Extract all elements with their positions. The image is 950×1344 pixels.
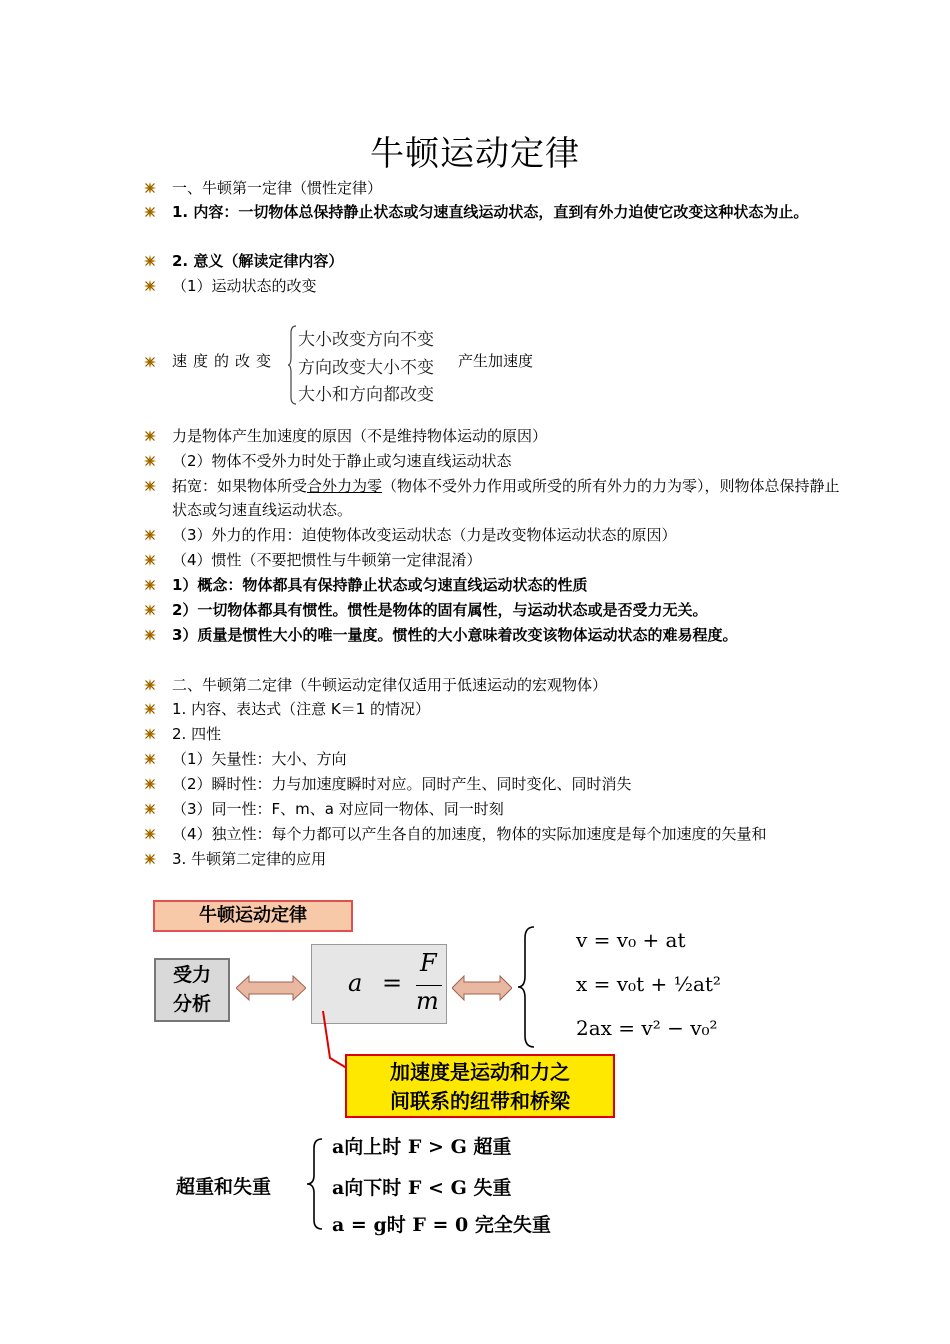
star-bullet-icon	[144, 604, 156, 616]
star-bullet-icon	[144, 778, 156, 790]
speed-option: 大小和方向都改变	[298, 385, 434, 405]
star-bullet-icon	[144, 803, 156, 815]
speed-change-result: 产生加速度	[458, 352, 534, 370]
fraction-bar	[416, 985, 442, 986]
formula-num: F	[420, 949, 437, 977]
kinematic-equation: 2ax = v² − v₀²	[576, 1016, 718, 1040]
left-brace-icon	[304, 1138, 324, 1230]
kinematic-equation: v = v₀ + at	[576, 928, 686, 952]
formula-eq: =	[382, 969, 403, 997]
star-bullet-icon	[144, 679, 156, 691]
overweight-case: a向上时 F > G 超重	[332, 1136, 512, 1158]
star-bullet-icon	[144, 255, 156, 267]
star-bullet-icon	[144, 182, 156, 194]
double-arrow-icon	[452, 975, 512, 1001]
overweight-label: 超重和失重	[176, 1176, 272, 1198]
speed-option: 大小改变方向不变	[298, 330, 434, 350]
left-brace-icon	[287, 325, 297, 405]
force-analysis-box: 受力 分析	[154, 958, 230, 1022]
overweight-case: a = g时 F = 0 完全失重	[332, 1214, 551, 1236]
formula-den: m	[416, 987, 439, 1015]
star-bullet-icon	[144, 554, 156, 566]
diagram-title: 牛顿运动定律	[153, 900, 353, 932]
star-bullet-icon	[144, 480, 156, 492]
star-bullet-icon	[144, 206, 156, 218]
star-bullet-icon	[144, 280, 156, 292]
left-brace-icon	[516, 926, 536, 1048]
star-bullet-icon	[144, 579, 156, 591]
star-bullet-icon	[144, 430, 156, 442]
star-bullet-icon	[144, 728, 156, 740]
star-bullet-icon	[144, 455, 156, 467]
star-bullet-icon	[144, 753, 156, 765]
star-bullet-icon	[144, 529, 156, 541]
speed-change-label: 速度的改变	[172, 352, 278, 370]
callout-box: 加速度是运动和力之 间联系的纽带和桥梁	[345, 1054, 615, 1118]
double-arrow-icon	[236, 975, 306, 1001]
formula-lhs: a	[348, 969, 363, 997]
kinematic-equation: x = v₀t + ½at²	[576, 972, 721, 996]
star-bullet-icon	[144, 828, 156, 840]
overweight-case: a向下时 F < G 失重	[332, 1177, 512, 1199]
star-bullet-icon	[144, 629, 156, 641]
star-bullet-icon	[144, 853, 156, 865]
star-bullet-icon	[144, 703, 156, 715]
underlined-term: 合外力为零	[307, 477, 383, 495]
speed-option: 方向改变大小不变	[298, 358, 434, 378]
star-bullet-icon	[144, 356, 156, 368]
page-title: 牛顿运动定律	[370, 134, 580, 174]
